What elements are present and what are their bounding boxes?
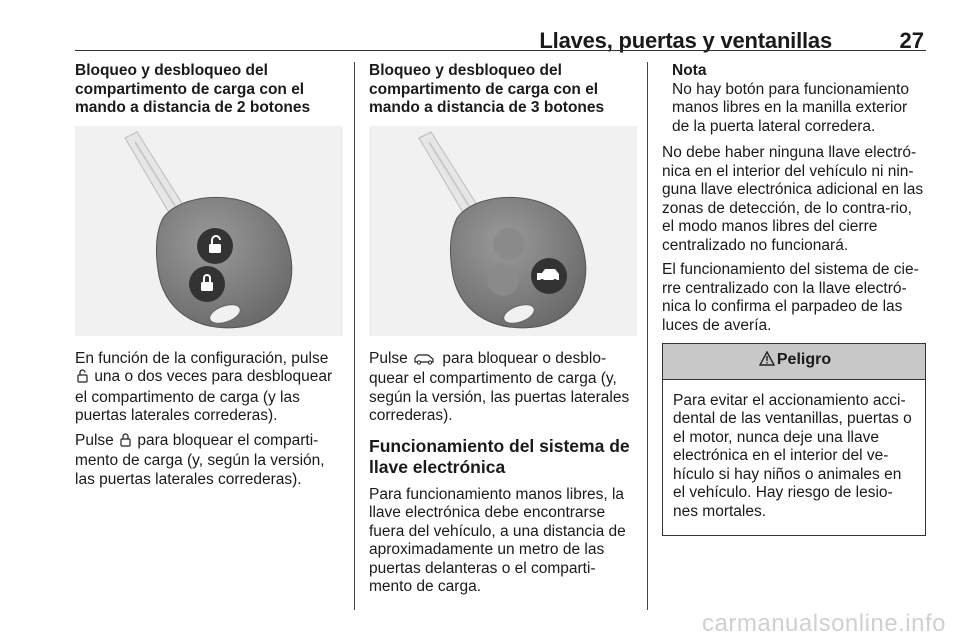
- col1-paragraph-2-end: para bloquear el comparti-mento de carga (y, según la versión, las puertas laterales correderas).: [75, 431, 325, 488]
- remote-key-2-buttons-figure: [75, 126, 343, 336]
- col1-paragraph-2-start: Pulse: [75, 431, 114, 449]
- col2-paragraph-1: [369, 350, 637, 426]
- watermark-text: carmanualsonline.info: [702, 610, 946, 637]
- col2-paragraph-2: Para funcionamiento manos libres, la llave electrónica debe encontrarse fuera del vehículo, a una distancia de aproximadamente un metro de las puertas delanteras o el comparti-mento de carga.: [369, 485, 626, 595]
- col1-paragraph-1-end: una o dos veces para desbloquear el compartimento de carga (y las puertas laterales correderas).: [75, 368, 333, 424]
- col1-paragraph-2: [75, 432, 343, 490]
- remote-key-3-buttons-figure: [369, 126, 637, 336]
- note-label: Nota: [672, 62, 707, 79]
- col3-paragraph-1: No debe haber ninguna llave electró-nica en el interior del vehículo ni nin-guna llave electrónica adicional en las zonas de detección, de lo contra-rio, el modo manos libres del cierre centralizado no funcionará.: [662, 144, 924, 254]
- column-divider-2: [647, 62, 648, 610]
- col1-paragraph-1-start: En función de la configuración, pulse: [75, 349, 329, 367]
- danger-text: Para evitar el accionamiento acci-dental de las ventanillas, puertas o el motor, nunca deje una llave electrónica en el interior del ve-hículo si hay niños o animales en el vehículo. Hay riesgo de lesio-nes mortales.: [673, 391, 912, 520]
- col3-paragraph-2: El funcionamiento del sistema de cie-rre centralizado con la llave electró-nica lo confirma el parpadeo de las luces de avería.: [662, 261, 919, 334]
- subheading-2-button-remote: Bloqueo y desbloqueo del compartimento de carga con el mando a distancia de 2 botones: [75, 62, 311, 116]
- padlock-open-icon: [77, 369, 88, 389]
- danger-box: [662, 343, 926, 536]
- subheading-3-button-remote: Bloqueo y desbloqueo del compartimento de carga con el mando a distancia de 3 botones: [369, 62, 605, 116]
- page-header-title: Llaves, puertas y ventanillas: [539, 28, 832, 53]
- column-3: [662, 62, 926, 536]
- col2-paragraph-1-start: Pulse: [369, 349, 408, 367]
- col2-paragraph-1-end: para bloquear o desblo-quear el compartimento de carga (y, según la versión, las puertas laterales correderas).: [369, 349, 630, 424]
- column-1: [75, 62, 343, 495]
- column-2: [369, 62, 637, 603]
- header-rule: [75, 50, 926, 51]
- danger-header: [663, 344, 925, 380]
- van-icon: [414, 352, 436, 371]
- column-divider-1: [354, 62, 355, 610]
- page-number: 27: [899, 28, 924, 53]
- danger-title: Peligro: [776, 351, 832, 368]
- note-block: [662, 62, 926, 136]
- section-title-keyless: Funcionamiento del sistema de llave electrónica: [369, 435, 630, 477]
- padlock-closed-icon: [120, 433, 131, 453]
- warning-triangle-icon: [759, 351, 775, 372]
- col1-paragraph-1: [75, 350, 343, 426]
- note-text: No hay botón para funcionamiento manos libres en la manilla exterior de la puerta lateral corredera.: [672, 80, 909, 135]
